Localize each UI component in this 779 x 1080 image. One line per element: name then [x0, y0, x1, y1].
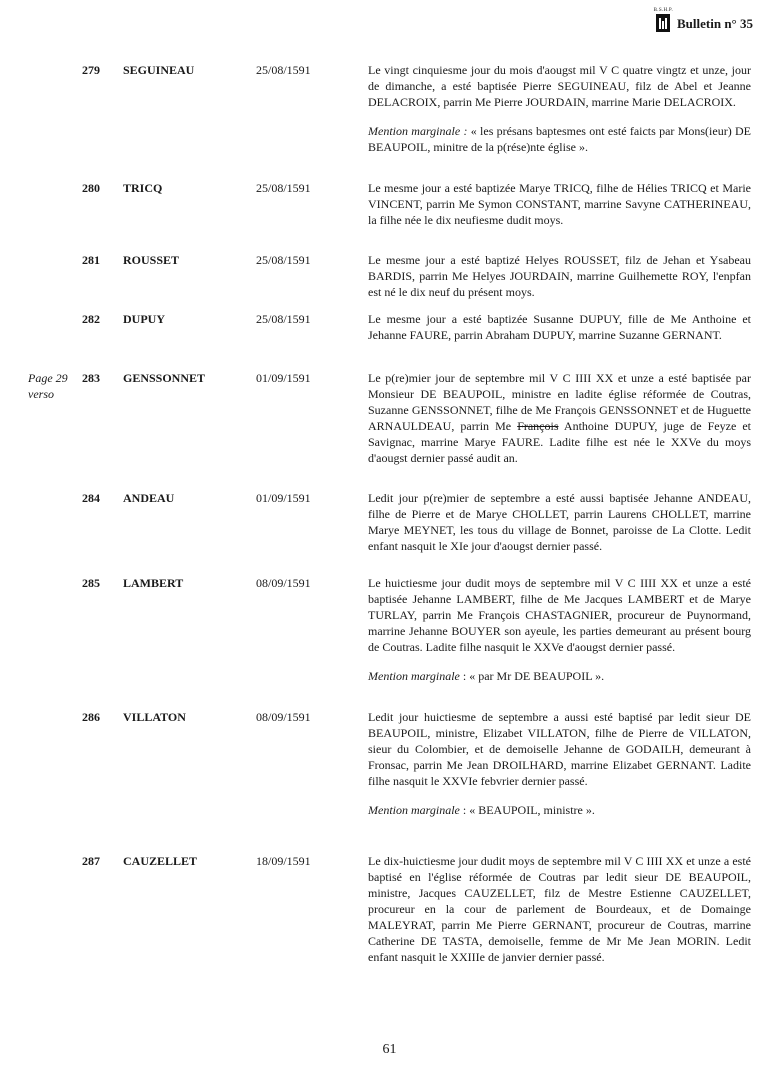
struck-word: François — [517, 419, 559, 433]
mention-label: Mention marginale — [368, 803, 460, 817]
entry-surname: SEGUINEAU — [123, 63, 195, 77]
bulletin-emblem-icon — [656, 14, 670, 32]
entry-number: 281 — [82, 253, 100, 267]
entry-surname: GENSSONNET — [123, 371, 206, 385]
entry-surname: ROUSSET — [123, 253, 180, 267]
entry-body: Le dix-huictiesme jour dudit moys de septembre mil V C IIII XX et unze a esté baptisé en l'église réformée de Coutras par ledit sieur DE BEAUPOIL, ministre, Jacques CAUZELLET, filz de Mestre Estienne CAUZELLET, procureur en la cour de parlement de Bourdeaux, et de Domainge MALEYRAT, parrin Me Pierre GERNANT, procureur de Coutras, marrine Catherine DE TASTA, demoiselle, femme de Mr Me Jean MORIN. Ledit enfant nasquit le XXIIIe de janvier dernier passé. — [368, 854, 751, 964]
entry-number: 283 — [82, 371, 100, 385]
entry-text — [368, 252, 751, 300]
entry-text — [368, 311, 751, 343]
page-number: 61 — [382, 1042, 397, 1057]
entry-body-part: Anthoine DUPUY, juge de Feyze et Savignac, marrine Marye FAURE. Ladite filhe est née le XXVe du moys d'aougst dernier passé audit an. — [368, 419, 751, 465]
bshp-logo — [654, 8, 673, 32]
entry-number: 282 — [82, 312, 100, 326]
mention-text: « les présans baptesmes ont esté faicts par Mons(ieur) DE BEAUPOIL, minitre de la p(rése)nte église ». — [368, 124, 751, 154]
mention-text: : « par Mr DE BEAUPOIL ». — [459, 669, 605, 683]
marginal-mention — [368, 123, 751, 155]
entry-body-part: Le p(re)mier jour de septembre mil V C IIII XX et unze a esté baptisée par Monsieur DE BEAUPOIL, ministre en ladite église réformée de Coutras, Suzanne GENSSONNET, filhe de Me François GENSSONNET et de Huguette ARNAULDEAU, parrin Me — [368, 371, 751, 433]
entry-date: 25/08/1591 — [256, 63, 311, 77]
entry-text — [368, 180, 751, 228]
entry-number: 285 — [82, 576, 100, 590]
entry-date: 25/08/1591 — [256, 312, 311, 326]
bulletin-label: Bulletin n° 35 — [677, 16, 753, 31]
entry-surname: LAMBERT — [123, 576, 184, 590]
entry-text — [368, 490, 751, 554]
logo-caption: B.S.H.P. — [653, 8, 673, 13]
entry-number: 287 — [82, 854, 100, 868]
entry-body: Ledit jour huictiesme de septembre a aussi esté baptisé par ledit sieur DE BEAUPOIL, ministre, Elizabet VILLATON, filhe de Pierre de VILLATON, sieur du Colombier, et de demoiselle Jehanne de GODAILH, demeurant à Fronsac, parrin Me Jean DROILHARD, marrine Elizabet GERNANT. Ladite filhe nasquit le XXVIe febvrier dernier passé. — [368, 710, 751, 788]
entry-text — [368, 62, 751, 155]
entry-number: 286 — [82, 710, 100, 724]
entry-body: Le mesme jour a esté baptizé Helyes ROUSSET, filz de Jehan et Ysabeau BARDIS, parrin Me Helyes JOURDAIN, marrine Guilhemette ROY, l'enpfan est né le dix neuf du présent moys. — [368, 253, 751, 299]
entry-surname: CAUZELLET — [123, 854, 198, 868]
margin-page-reference: Page 29 verso — [28, 371, 68, 401]
entry-body: Le mesme jour a esté baptizée Susanne DUPUY, fille de Me Anthoine et Jehanne FAURE, parrin Abraham DUPUY, marrine Suzanne GERNANT. — [368, 312, 751, 342]
entry-body: Le vingt cinquiesme jour du mois d'aougst mil V C quatre vingtz et unze, jour de dimanche, a esté baptisée Pierre SEGUINEAU, filz de Abel et Jeanne DELACROIX, parrin Me Pierre JOURDAIN, marrine Marie DELACROIX. — [368, 63, 751, 109]
entry-date: 18/09/1591 — [256, 854, 311, 868]
entry-text — [368, 575, 751, 684]
entry-text — [368, 370, 751, 466]
mention-label: Mention marginale : — [368, 124, 468, 138]
marginal-mention — [368, 668, 751, 684]
entry-surname: DUPUY — [123, 312, 165, 326]
entry-date: 01/09/1591 — [256, 371, 311, 385]
entry-date: 01/09/1591 — [256, 491, 311, 505]
entry-number: 280 — [82, 181, 100, 195]
mention-text: : « BEAUPOIL, ministre ». — [459, 803, 595, 817]
entry-surname: VILLATON — [123, 710, 186, 724]
page-header — [654, 8, 753, 32]
entry-text — [368, 709, 751, 818]
entry-date: 25/08/1591 — [256, 253, 311, 267]
entry-date: 08/09/1591 — [256, 710, 311, 724]
entry-date: 08/09/1591 — [256, 576, 311, 590]
entry-surname: TRICQ — [123, 181, 163, 195]
entry-date: 25/08/1591 — [256, 181, 311, 195]
entry-body: Le mesme jour a esté baptizée Marye TRICQ, filhe de Hélies TRICQ et Marie VINCENT, parrin Me Symon CONSTANT, marrine Savyne CATHERINEAU, la filhe née le dix neufiesme dudit moys. — [368, 181, 751, 227]
entry-body: Le huictiesme jour dudit moys de septembre mil V C IIII XX et unze a esté baptisée Jehanne LAMBERT, filhe de Me Jacques LAMBERT et de Marye TURLAY, parrin Me François CHASTAGNIER, procureur de Puynormand, marrine Jehanne BOUYER son ayeule, les parties demeurant au présent bourg de Coutras. Ladite filhe nasquit le XXVe d'aougst dernier passé. — [368, 576, 751, 654]
entry-body — [368, 370, 751, 466]
entry-number: 284 — [82, 491, 100, 505]
entry-text — [368, 853, 751, 965]
entry-number: 279 — [82, 63, 100, 77]
entry-surname: ANDEAU — [123, 491, 175, 505]
marginal-mention — [368, 802, 751, 818]
mention-label: Mention marginale — [368, 669, 460, 683]
entry-body: Ledit jour p(re)mier de septembre a esté aussi baptisée Jehanne ANDEAU, filhe de Pierre et de Marye CHOLLET, parrin Laurens CHOLLET, marrine Marye MEYNET, les tous du village de Bonnet, paroisse de La Clotte. Ledit enfant nasquit le XIe jour d'aougst dernier passé. — [368, 491, 751, 553]
